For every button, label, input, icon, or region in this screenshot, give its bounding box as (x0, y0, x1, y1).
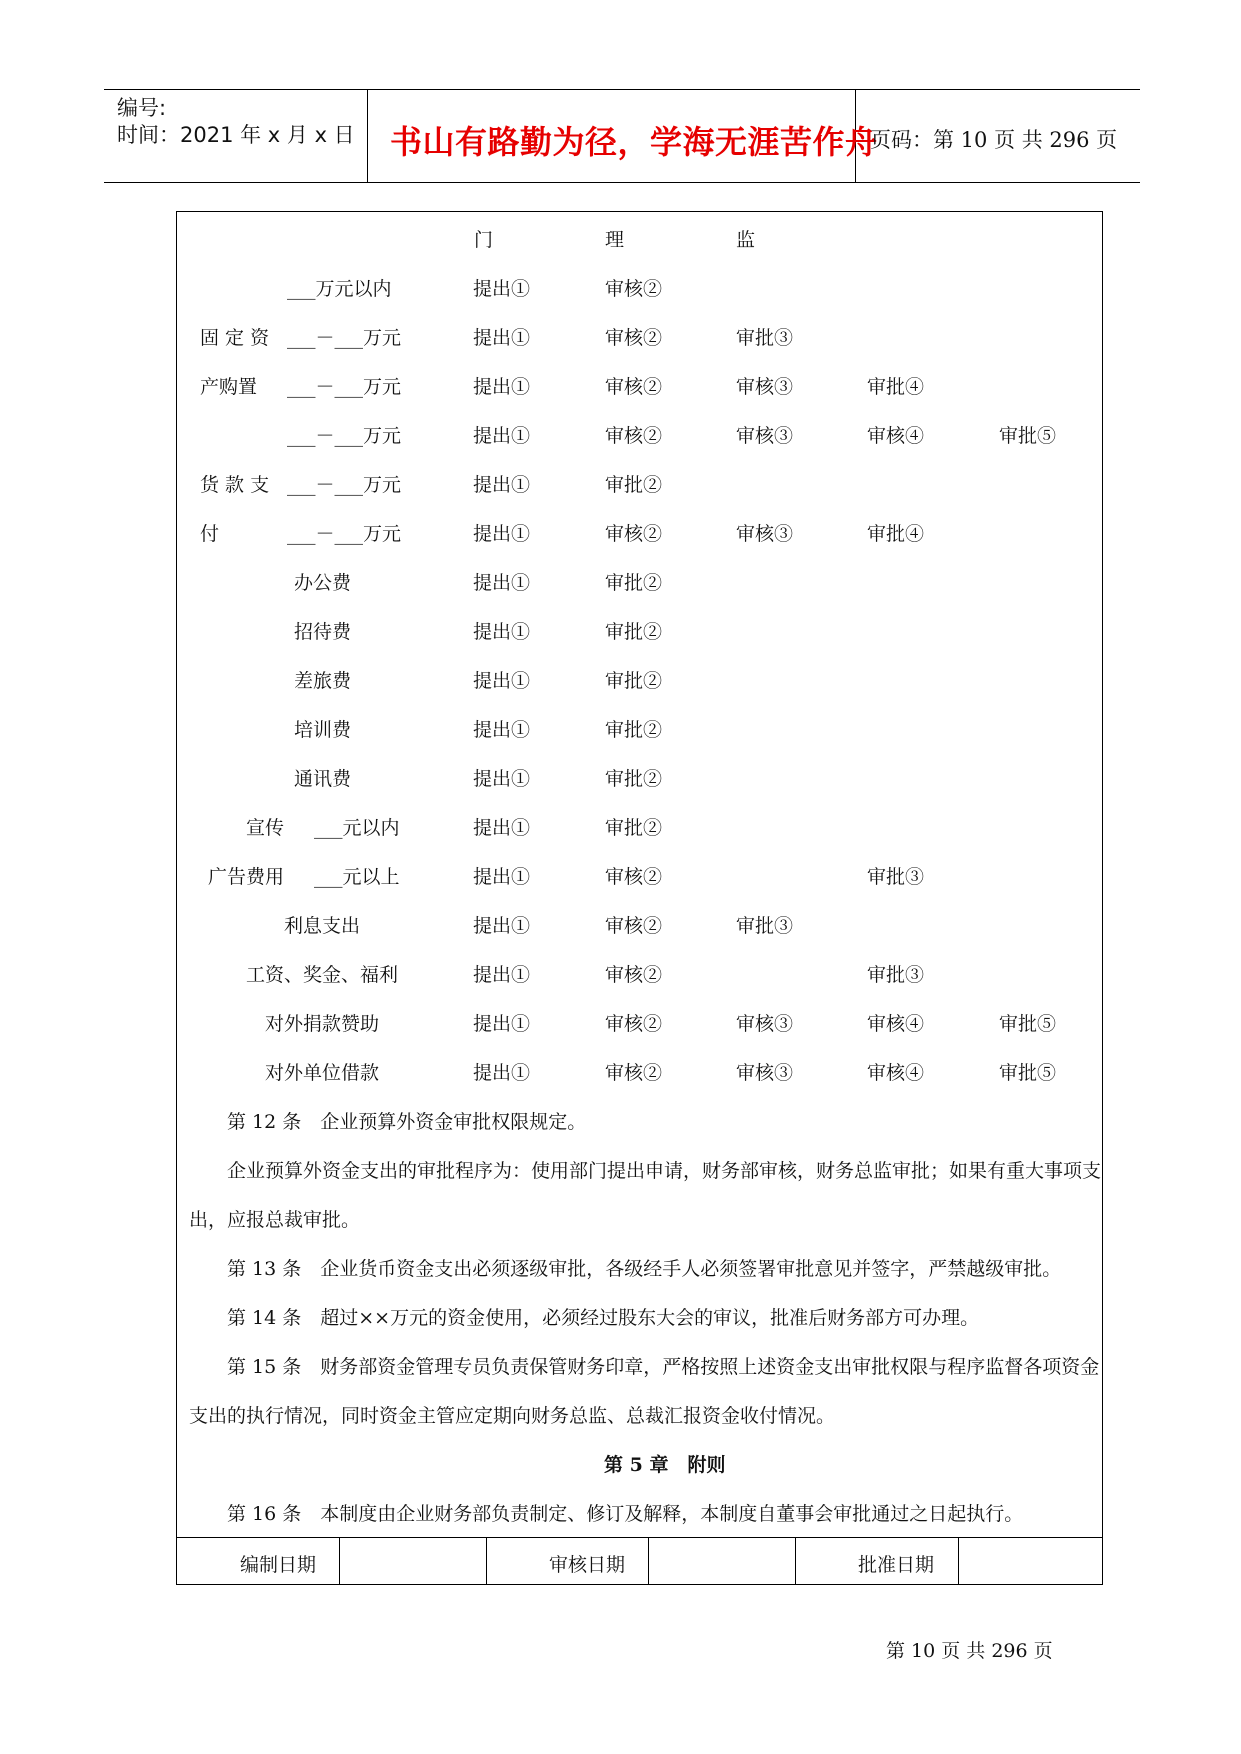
approval-cell: 审批③ (867, 866, 925, 888)
row-item-label: 培训费 (294, 719, 352, 741)
header-top-rule (104, 89, 1140, 90)
approval-cell: 审批② (605, 572, 663, 594)
chapter-5-title: 第 5 章 附则 (604, 1454, 726, 1476)
row-item-label: ___－___万元 (287, 425, 402, 447)
row-item-label: ___－___万元 (287, 376, 402, 398)
approval-cell: 审批② (605, 474, 663, 496)
approval-cell: 提出① (473, 719, 531, 741)
approval-cell: 审核③ (736, 523, 794, 545)
approval-cell: 提出① (473, 866, 531, 888)
approval-cell: 审批② (605, 817, 663, 839)
approval-cell: 审批② (605, 670, 663, 692)
approval-cell: 审批② (605, 719, 663, 741)
row-item-label: 对外单位借款 (265, 1062, 380, 1084)
article-12: 第 12 条 企业预算外资金审批权限规定。 (227, 1111, 587, 1133)
approval-cell: 审核③ (736, 425, 794, 447)
article-16: 第 16 条 本制度由企业财务部负责制定、修订及解释，本制度自董事会审批通过之日起执行。 (227, 1503, 1024, 1525)
row-item-label: 通讯费 (294, 768, 352, 790)
approval-cell: 审核② (605, 915, 663, 937)
approval-cell: 审核④ (867, 1062, 925, 1084)
approval-cell: 提出① (473, 768, 531, 790)
row-group-label: 宣传 (246, 817, 285, 839)
approval-cell: 提出① (473, 523, 531, 545)
approval-cell: 审核④ (867, 1013, 925, 1035)
approval-cell: 审核② (605, 327, 663, 349)
approval-cell: 审核③ (736, 376, 794, 398)
signoff-divider-4 (795, 1537, 796, 1585)
approval-cell: 审批③ (867, 964, 925, 986)
row-item-label: ___元以内 (314, 817, 400, 839)
approval-cell: 提出① (473, 670, 531, 692)
approval-cell: 审批④ (867, 523, 925, 545)
row-item-label: ___－___万元 (287, 474, 402, 496)
approval-cell: 提出① (473, 376, 531, 398)
approval-cell: 提出① (473, 915, 531, 937)
article-13: 第 13 条 企业货币资金支出必须逐级审批，各级经手人必须签署审批意见并签字，严禁越级审批。 (227, 1258, 1062, 1280)
approval-cell: 审核② (605, 1013, 663, 1035)
approval-cell: 审核④ (867, 425, 925, 447)
approval-cell: 审批③ (736, 327, 794, 349)
approve-date-label: 批准日期 (858, 1554, 935, 1576)
header-bottom-rule (104, 182, 1140, 183)
article-15-line1: 第 15 条 财务部资金管理专员负责保管财务印章，严格按照上述资金支出审批权限与程序监督各项资金 (227, 1356, 1100, 1378)
row-group-label: 货 款 支 (200, 474, 270, 496)
row-group-label: 固 定 资 (200, 327, 270, 349)
row-item-label: ___万元以内 (287, 278, 392, 300)
signoff-divider-5 (958, 1537, 959, 1585)
article-15-line2: 支出的执行情况，同时资金主管应定期向财务总监、总裁汇报资金收付情况。 (189, 1405, 836, 1427)
serial-label: 编号: (117, 96, 167, 120)
row-item-label: ___－___万元 (287, 523, 402, 545)
row-group-label: 付 (200, 523, 220, 545)
approval-cell: 审批③ (736, 915, 794, 937)
approval-cell: 提出① (473, 1062, 531, 1084)
signoff-divider-1 (339, 1537, 340, 1585)
row-item-label: 差旅费 (294, 670, 352, 692)
row-item-label: 工资、奖金、福利 (246, 964, 399, 986)
row-group-label: 广告费用 (208, 866, 285, 888)
approval-cell: 提出① (473, 964, 531, 986)
row-group-label: 产购置 (200, 376, 258, 398)
approval-cell: 审批② (605, 621, 663, 643)
row-item-label: 招待费 (294, 621, 352, 643)
compile-date-label: 编制日期 (240, 1554, 317, 1576)
row-item-label: 对外捐款赞助 (265, 1013, 380, 1035)
approval-cell: 审批⑤ (999, 425, 1057, 447)
approval-cell: 提出① (473, 474, 531, 496)
time-label: 时间：2021 年 x 月 x 日 (117, 123, 355, 147)
approval-cell: 审批④ (867, 376, 925, 398)
row-item-label: ___－___万元 (287, 327, 402, 349)
col-header-manager: 理 (605, 229, 625, 251)
header-motto: 书山有路勤为径，学海无涯苦作舟 (390, 123, 878, 161)
col-header-dept: 门 (474, 229, 494, 251)
approval-cell: 审核② (605, 425, 663, 447)
row-item-label: ___元以上 (314, 866, 400, 888)
approval-cell: 提出① (473, 278, 531, 300)
signoff-divider-2 (486, 1537, 487, 1585)
approval-cell: 审核② (605, 1062, 663, 1084)
header-page-info: 页码：第 10 页 共 296 页 (870, 128, 1118, 152)
approval-cell: 审核② (605, 278, 663, 300)
approval-cell: 提出① (473, 327, 531, 349)
article-12-body-line1: 企业预算外资金支出的审批程序为：使用部门提出申请，财务部审核，财务总监审批；如果有重大事项支 (227, 1160, 1102, 1182)
review-date-label: 审核日期 (549, 1554, 626, 1576)
page-footer: 第 10 页 共 296 页 (886, 1640, 1053, 1662)
row-item-label: 利息支出 (284, 915, 361, 937)
approval-cell: 提出① (473, 572, 531, 594)
approval-cell: 提出① (473, 425, 531, 447)
approval-cell: 审批② (605, 768, 663, 790)
article-14: 第 14 条 超过××万元的资金使用，必须经过股东大会的审议，批准后财务部方可办理。 (227, 1307, 980, 1329)
article-12-body-line2: 出，应报总裁审批。 (189, 1209, 361, 1231)
approval-cell: 提出① (473, 817, 531, 839)
approval-cell: 审核③ (736, 1062, 794, 1084)
approval-cell: 审核② (605, 376, 663, 398)
approval-cell: 审批⑤ (999, 1062, 1057, 1084)
approval-cell: 审核② (605, 964, 663, 986)
approval-cell: 审核③ (736, 1013, 794, 1035)
approval-cell: 提出① (473, 621, 531, 643)
approval-cell: 提出① (473, 1013, 531, 1035)
col-header-director: 监 (736, 229, 756, 251)
signoff-divider-3 (648, 1537, 649, 1585)
approval-cell: 审核② (605, 866, 663, 888)
row-item-label: 办公费 (294, 572, 352, 594)
approval-cell: 审核② (605, 523, 663, 545)
approval-cell: 审批⑤ (999, 1013, 1057, 1035)
header-divider-left (367, 90, 368, 183)
